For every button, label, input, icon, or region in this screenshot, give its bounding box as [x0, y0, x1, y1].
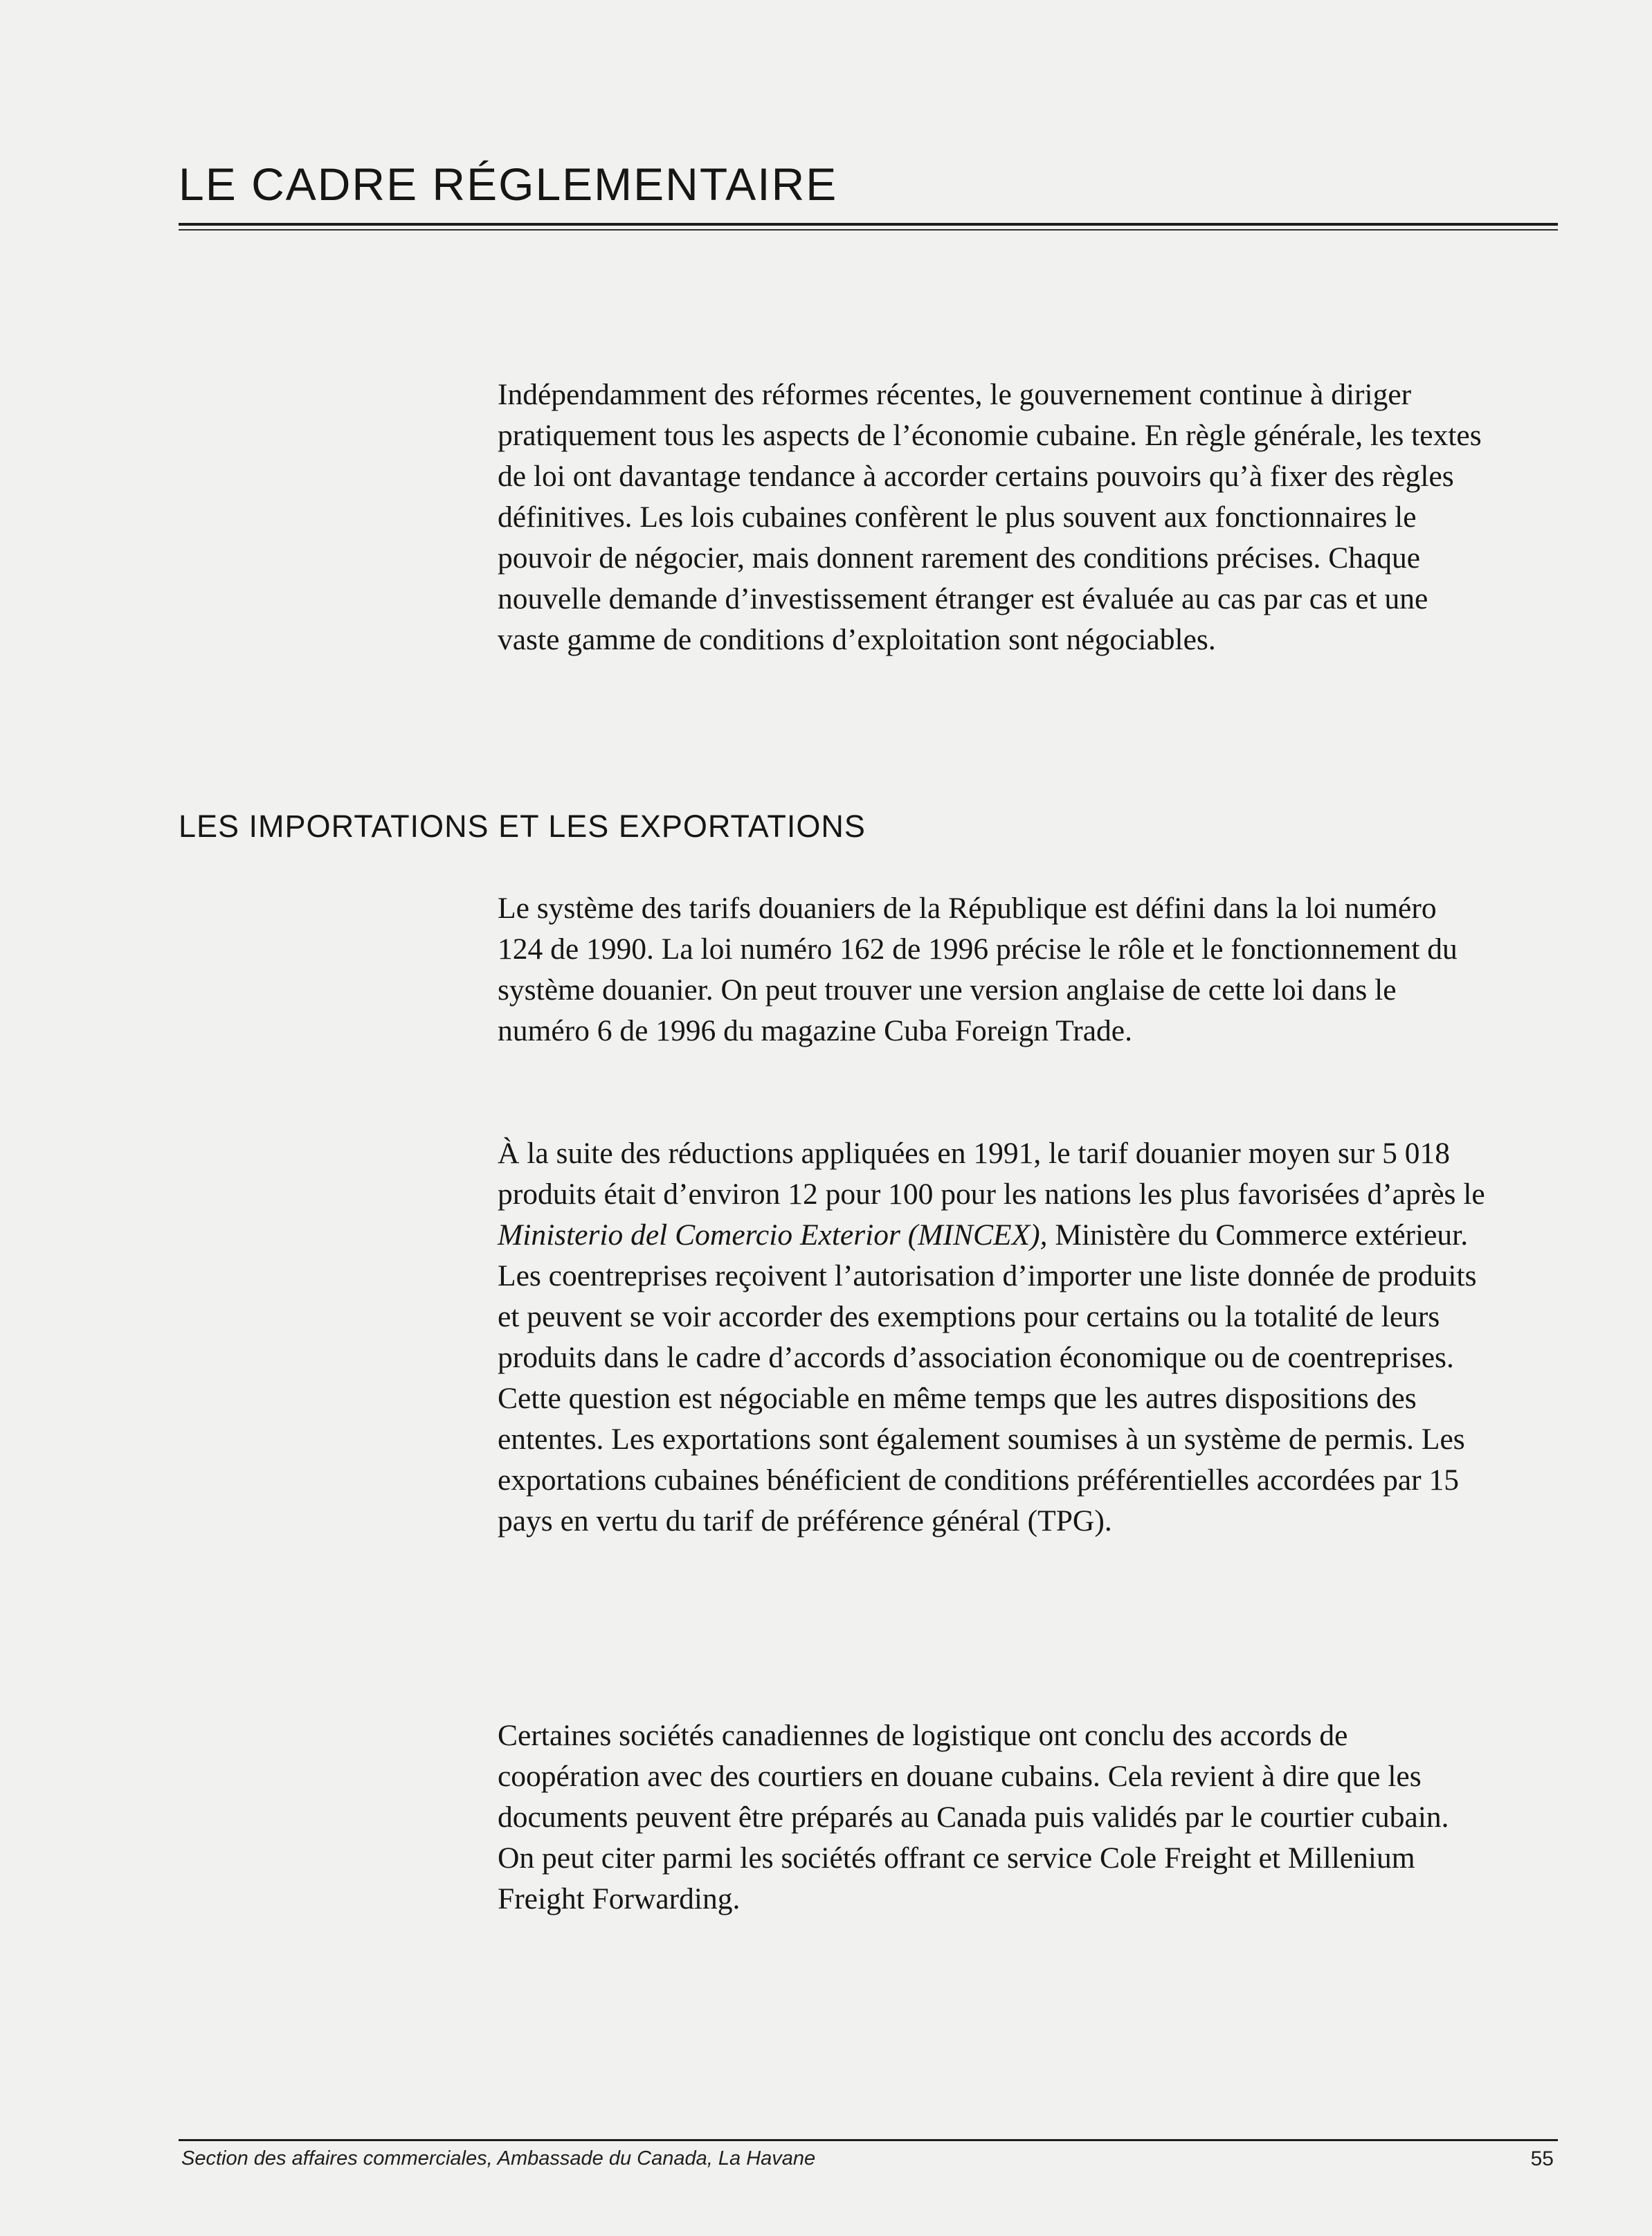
page-number: 55 [1530, 2147, 1554, 2170]
title-rule-thick [179, 223, 1558, 226]
customs-tariff-paragraph: Le système des tarifs douaniers de la République est défini dans la loi numéro 124 de 1990. La loi numéro 162 de 1996 précise le rôle et le fonctionnement du système douanier. On peut trouver une version anglaise de cette loi dans le numéro 6 de 1996 du magazine Cuba Foreign Trade. [498, 892, 1458, 1047]
tariff-reduction-text-start: À la suite des réductions appliquées en 1991, le tarif douanier moyen sur 5 018 produits était d’environ 12 pour 100 pour les nations les plus favorisées d’après le [498, 1137, 1485, 1211]
title-rule-thin [179, 229, 1558, 231]
footer-rule [179, 2139, 1558, 2141]
footer-source: Section des affaires commerciales, Ambassade du Canada, La Havane [181, 2147, 816, 2170]
tariff-reduction-text-end: Ministère du Commerce extérieur. Les coentreprises reçoivent l’autorisation d’importer une liste donnée de produits et peuvent se voir accorder des exemptions pour certains ou la totalité de leurs produits dans le cadre d’accords d’association économique ou de coentreprises. Cette question est négociable en même temps que les autres dispositions des ententes. Les exportations sont également soumises à un système de permis. Les exportations cubaines bénéficient de conditions préférentielles accordées par 15 pays en vertu du tarif de préférence général (TPG). [498, 1218, 1477, 1538]
tariff-reduction-paragraph [498, 1133, 1487, 1542]
logistics-paragraph: Certaines sociétés canadiennes de logistique ont conclu des accords de coopération avec des courtiers en douane cubains. Cela revient à dire que les documents peuvent être préparés au Canada puis validés par le courtier cubain. On peut citer parmi les sociétés offrant ce service Cole Freight et Millenium Freight Forwarding. [498, 1719, 1449, 1915]
chapter-title: LE CADRE RÉGLEMENTAIRE [179, 159, 838, 210]
mincex-name: Ministerio del Comercio Exterior (MINCEX), [498, 1218, 1048, 1252]
section-heading: LES IMPORTATIONS ET LES EXPORTATIONS [179, 809, 866, 844]
intro-paragraph: Indépendamment des réformes récentes, le gouvernement continue à diriger pratiquement tous les aspects de l’économie cubaine. En règle générale, les textes de loi ont davantage tendance à accorder certains pouvoirs qu’à fixer des règles définitives. Les lois cubaines confèrent le plus souvent aux fonctionnaires le pouvoir de négocier, mais donnent rarement des conditions précises. Chaque nouvelle demande d’investissement étranger est évaluée au cas par cas et une vaste gamme de conditions d’exploitation sont négociables. [498, 378, 1482, 656]
